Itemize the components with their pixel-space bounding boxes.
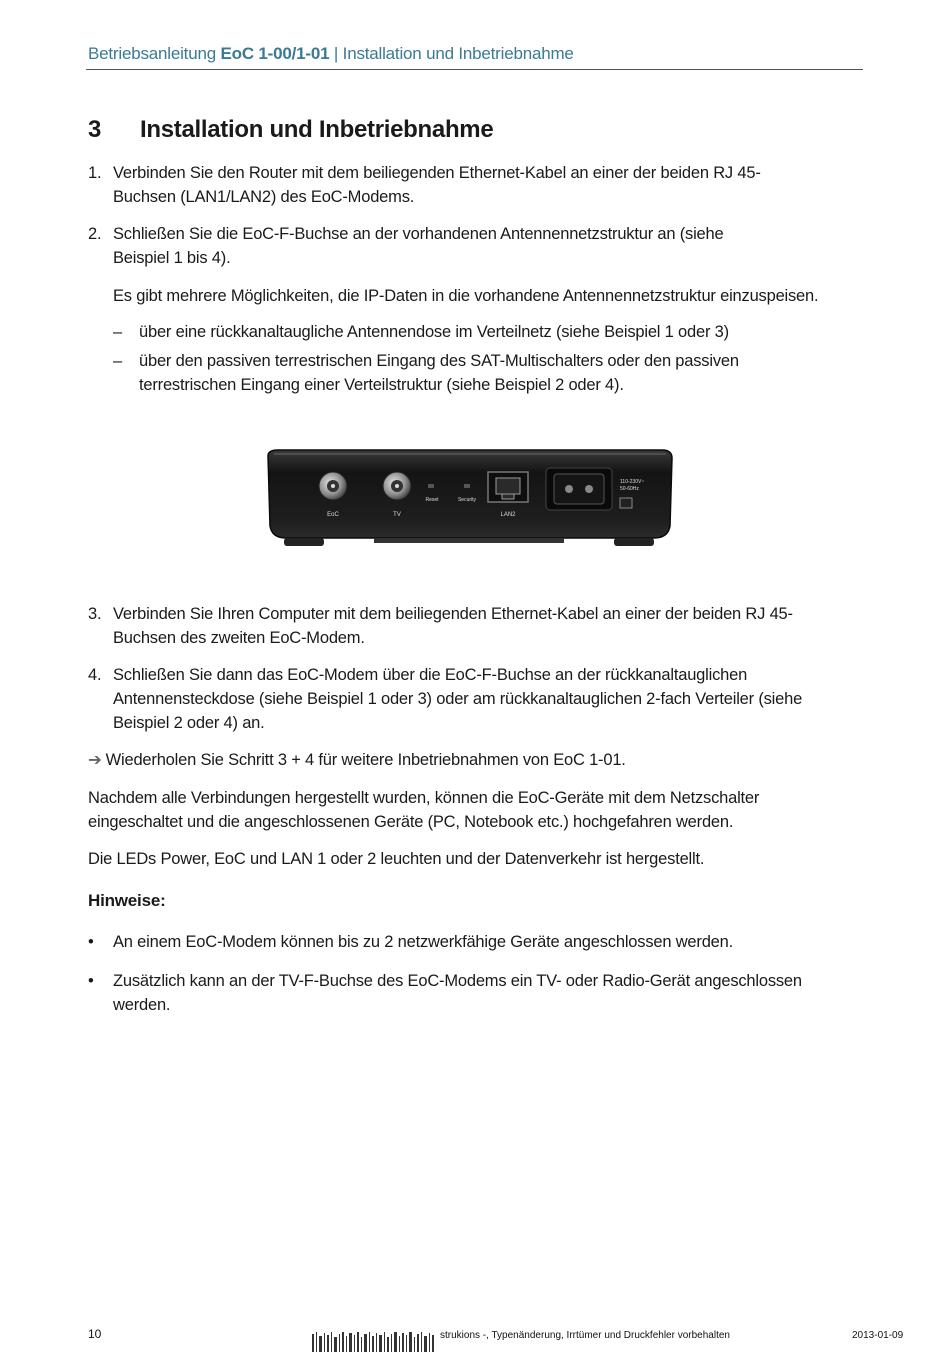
paragraph-leds: Die LEDs Power, EoC und LAN 1 oder 2 leuchten und der Datenverkehr ist hergestellt. (88, 850, 705, 868)
option-1 (113, 320, 833, 344)
power-switch-icon (620, 498, 632, 508)
step-number: 3. (88, 605, 102, 623)
security-button-icon (464, 484, 470, 488)
footer-disclaimer: strukions -, Typenänderung, Irrtümer und Druckfehler vorbehalten (440, 1330, 730, 1341)
arrow-icon: ➔ (88, 751, 102, 769)
reset-button-icon (428, 484, 434, 488)
chapter-title: Installation und Inbetriebnahme (140, 116, 494, 143)
step-text: Verbinden Sie Ihren Computer mit dem beiliegenden Ethernet-Kabel an einer der beiden RJ 45-Buchsen des zweiten EoC-Modem. (113, 605, 793, 647)
step-2 (88, 222, 728, 270)
option-text: über den passiven terrestrischen Eingang des SAT-Multischalters oder den passiven terrestrischen Eingang einer Verteilstruktur (siehe Beispiel 2 oder 4). (139, 352, 739, 394)
running-header (88, 44, 862, 64)
step-text: Schließen Sie dann das EoC-Modem über die EoC-F-Buchse an der rückkanaltauglichen Antennensteckdose (siehe Beispiel 1 oder 3) oder am rückkanaltauglichen 2-fach Verteiler (siehe Beispiel 2 oder 4) an. (113, 666, 803, 732)
paragraph-connections: Nachdem alle Verbindungen hergestellt wurden, können die EoC-Geräte mit dem Netzschalter eingeschaltet und die angeschlossenen Geräte (PC, Notebook etc.) hochgefahren werden. (88, 789, 760, 831)
repeat-instruction (88, 748, 868, 772)
step-number: 1. (88, 164, 102, 182)
note-text: An einem EoC-Modem können bis zu 2 netzwerkfähige Geräte angeschlossen werden. (113, 933, 734, 951)
chapter-heading (88, 116, 493, 144)
step-1 (88, 161, 808, 209)
barcode-logo-icon (312, 1330, 436, 1352)
step-number: 4. (88, 666, 102, 684)
rj45-port-icon (488, 472, 528, 502)
bullet-icon: • (88, 972, 94, 990)
header-prefix: Betriebsanleitung (88, 44, 221, 63)
step-text: Verbinden Sie den Router mit dem beiliegenden Ethernet-Kabel an einer der beiden RJ 45-Buchsen (LAN1/LAN2) des EoC-Modems. (113, 164, 761, 206)
option-text: über eine rückkanaltaugliche Antennendose im Verteilnetz (siehe Beispiel 1 oder 3) (139, 323, 729, 341)
header-section: Installation und Inbetriebnahme (342, 44, 574, 63)
dash-marker: – (113, 323, 122, 341)
power-socket-icon (546, 468, 612, 510)
eoc-f-connector-icon (319, 472, 347, 500)
dash-marker: – (113, 352, 122, 370)
modem-back-panel-image (264, 446, 676, 552)
chapter-number: 3 (88, 116, 102, 143)
repeat-text: Wiederholen Sie Schritt 3 + 4 für weitere Inbetriebnahmen von EoC 1-01. (105, 751, 626, 769)
step-number: 2. (88, 225, 102, 243)
label-eoc: EoC (327, 512, 339, 518)
options-intro: Es gibt mehrere Möglichkeiten, die IP-Daten in die vorhandene Antennennetzstruktur einzuspeisen. (113, 287, 819, 305)
option-2 (113, 349, 813, 397)
notes-title: Hinweise: (88, 891, 166, 910)
page-number: 10 (88, 1327, 102, 1341)
label-power-voltage: 110-230V~ (620, 479, 645, 485)
label-security: Security (457, 497, 477, 503)
step-4 (88, 663, 858, 735)
header-separator: | (329, 44, 343, 63)
header-rule (86, 69, 863, 70)
label-power-frequency: 50-60Hz (620, 486, 639, 492)
note-text: Zusätzlich kann an der TV-F-Buchse des EoC-Modems ein TV- oder Radio-Gerät angeschlossen werden. (113, 972, 802, 1014)
note-1 (88, 930, 858, 954)
bullet-icon: • (88, 933, 94, 951)
label-lan2: LAN2 (500, 512, 516, 518)
tv-f-connector-icon (383, 472, 411, 500)
note-2 (88, 969, 858, 1017)
header-model: EoC 1-00/1-01 (220, 44, 330, 63)
step-text: Schließen Sie die EoC-F-Buchse an der vorhandenen Antennennetzstruktur an (siehe Beispiel 1 bis 4). (113, 225, 724, 267)
footer-date: 2013-01-09 (852, 1330, 904, 1341)
label-reset: Reset (425, 497, 439, 503)
step-3 (88, 602, 848, 650)
label-tv: TV (393, 512, 401, 518)
